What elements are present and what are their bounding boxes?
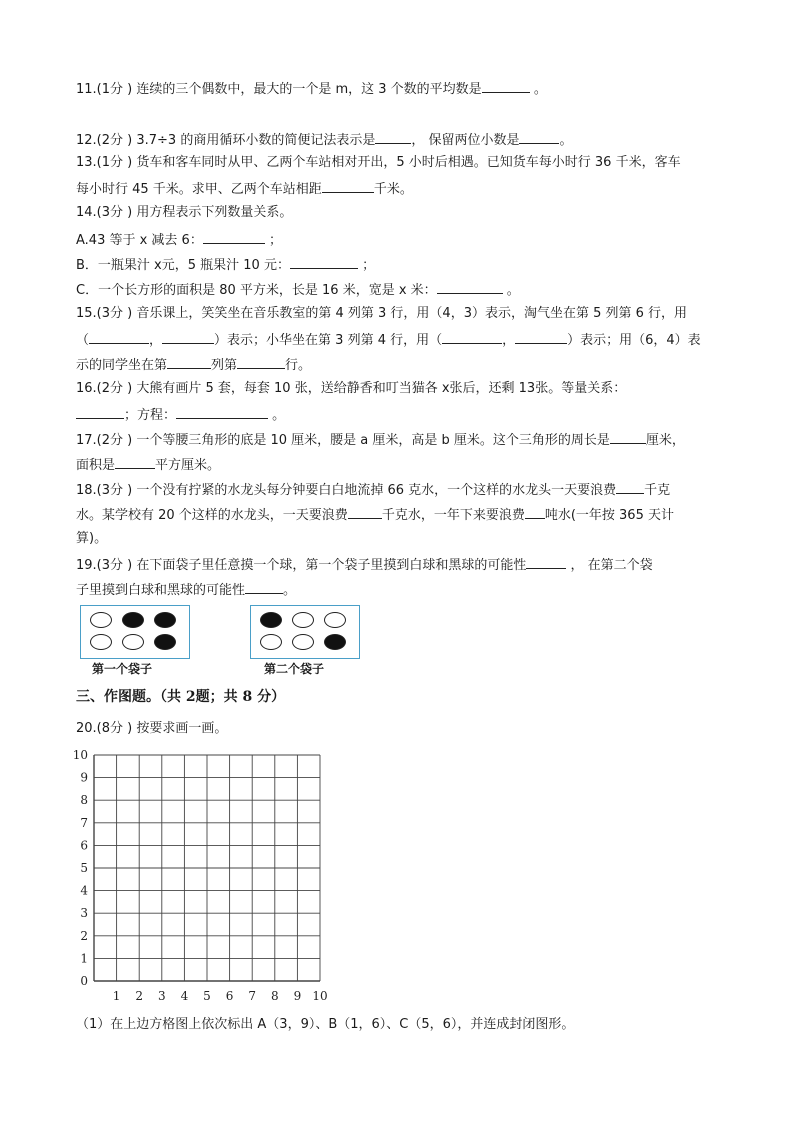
x-tick-label: 9	[293, 989, 302, 1003]
question-text: A.43 等于 x 减去 6：	[76, 233, 203, 248]
question-text: 18.(3分 ) 一个没有拧紧的水龙头每分钟要白白地流掉 66 克水，一个这样的水龙头一天要浪费	[76, 483, 617, 498]
question-text: 子里摸到白球和黑球的可能性	[76, 583, 246, 598]
question-text: 面积是	[76, 458, 116, 473]
question-text: 。	[268, 408, 286, 423]
answer-blank[interactable]	[322, 179, 374, 193]
x-tick-label: 1	[112, 989, 121, 1003]
question-text: 。	[529, 82, 547, 97]
question-text: 千克水，一年下来要浪费	[381, 508, 525, 523]
question-18-line1	[76, 480, 670, 500]
coordinate-grid[interactable]	[68, 748, 338, 1008]
y-tick-label: 5	[80, 861, 88, 875]
x-tick-label: 4	[180, 989, 189, 1003]
answer-blank[interactable]	[290, 255, 358, 269]
question-text: 千米。	[373, 182, 413, 197]
y-tick-label: 3	[80, 906, 88, 921]
x-tick-label: 7	[248, 989, 257, 1003]
white-ball	[122, 634, 144, 650]
question-text: 水。某学校有 20 个这样的水龙头，一天要浪费	[76, 508, 348, 523]
section-heading: 三、作图题。（共 2题；共 8 分）	[76, 689, 286, 705]
question-text: 。	[283, 583, 297, 598]
white-ball	[292, 612, 314, 628]
answer-blank[interactable]	[519, 130, 559, 144]
question-18-line2	[76, 505, 674, 525]
black-ball	[154, 634, 176, 650]
bag-2-label: 第二个袋子	[264, 662, 325, 676]
answer-blank[interactable]	[515, 330, 567, 344]
answer-blank[interactable]	[616, 480, 644, 494]
question-14-line1: 14.(3分 ) 用方程表示下列数量关系。	[76, 205, 293, 220]
question-19-line2	[76, 580, 296, 600]
question-text: 示的同学坐在第	[76, 358, 168, 373]
question-text: 。	[502, 283, 520, 298]
bag-2	[250, 605, 360, 659]
answer-blank[interactable]	[162, 330, 214, 344]
question-15-line1: 15.(3分 ) 音乐课上，笑笑坐在音乐教室的第 4 列第 3 行，用（4，3）表示，淘气坐在第 5 列第 6 行，用	[76, 306, 688, 321]
answer-blank[interactable]	[203, 230, 265, 244]
x-tick-label: 2	[135, 989, 144, 1003]
question-text: 。	[559, 133, 573, 148]
question-text: 列第	[211, 358, 238, 373]
answer-blank[interactable]	[115, 455, 155, 469]
y-tick-label: 10	[72, 748, 88, 762]
answer-blank[interactable]	[89, 330, 149, 344]
x-tick-label: 10	[312, 989, 328, 1003]
question-16-line1: 16.(2分 ) 大熊有画片 5 套，每套 10 张，送给静香和叮当猫各 x张后，还剩 13张。等量关系：	[76, 381, 627, 396]
question-text: 行。	[285, 358, 312, 373]
question-text: ）表示；用（6，4）表	[567, 333, 701, 348]
answer-blank[interactable]	[348, 505, 382, 519]
question-15-line3	[76, 355, 311, 375]
black-ball	[122, 612, 144, 628]
question-text: ；方程：	[124, 408, 177, 423]
answer-blank[interactable]	[245, 580, 283, 594]
white-ball	[90, 634, 112, 650]
answer-blank[interactable]	[167, 355, 211, 369]
question-text: 19.(3分 ) 在下面袋子里任意摸一个球，第一个袋子里摸到白球和黑球的可能性	[76, 558, 527, 573]
question-14-c	[76, 280, 520, 300]
question-text: 12.(2分 ) 3.7÷3 的商用循环小数的简便记法表示是	[76, 133, 376, 148]
answer-blank[interactable]	[525, 505, 545, 519]
question-12	[76, 130, 572, 150]
question-text: 每小时行 45 千米。求甲、乙两个车站相距	[76, 182, 322, 197]
answer-blank[interactable]	[526, 555, 566, 569]
question-text: 吨水(一年按 365 天计	[544, 508, 674, 523]
answer-blank[interactable]	[76, 405, 124, 419]
black-ball	[324, 634, 346, 650]
answer-blank[interactable]	[176, 405, 268, 419]
question-text: 千克	[644, 483, 671, 498]
bag-1-label: 第一个袋子	[92, 662, 153, 676]
y-tick-label: 0	[80, 974, 88, 988]
question-text: 17.(2分 ) 一个等腰三角形的底是 10 厘米，腰是 a 厘米，高是 b 厘米。这个三角形的周长是	[76, 433, 610, 448]
x-tick-label: 6	[225, 989, 234, 1003]
answer-blank[interactable]	[442, 330, 502, 344]
question-text: ；	[264, 233, 282, 248]
answer-blank[interactable]	[610, 430, 646, 444]
x-tick-label: 3	[157, 989, 166, 1003]
question-text: ， 保留两位小数是	[411, 133, 520, 148]
question-text: 平方厘米。	[155, 458, 221, 473]
answer-blank[interactable]	[482, 79, 530, 93]
x-tick-label: 5	[203, 989, 211, 1003]
answer-blank[interactable]	[437, 280, 503, 294]
question-text: ）表示；小华坐在第 3 列第 4 行，用（	[214, 333, 443, 348]
y-tick-label: 1	[80, 951, 88, 966]
question-text: ，	[149, 333, 163, 348]
answer-blank[interactable]	[237, 355, 285, 369]
question-17-line1	[76, 430, 685, 450]
question-13-line2	[76, 179, 413, 199]
question-text: ；	[357, 258, 376, 273]
x-tick-label: 8	[270, 989, 279, 1003]
y-tick-label: 9	[80, 770, 88, 785]
y-tick-label: 8	[80, 793, 88, 808]
question-text: 厘米，	[645, 433, 685, 448]
question-11	[76, 79, 547, 99]
white-ball	[90, 612, 112, 628]
y-tick-label: 6	[80, 838, 88, 853]
black-ball	[154, 612, 176, 628]
white-ball	[260, 634, 282, 650]
question-text: （	[76, 333, 90, 348]
question-15-line2	[76, 330, 701, 350]
bag-1	[80, 605, 190, 659]
question-text: ，	[502, 333, 516, 348]
question-14-b	[76, 255, 375, 275]
y-tick-label: 2	[80, 928, 88, 943]
white-ball	[292, 634, 314, 650]
black-ball	[260, 612, 282, 628]
question-text: 11.(1分 ) 连续的三个偶数中，最大的一个是 m，这 3 个数的平均数是	[76, 82, 482, 97]
question-19-line1	[76, 555, 653, 575]
question-text: ， 在第二个袋	[566, 558, 653, 573]
question-20-sub1: （1）在上边方格图上依次标出 A（3，9）、B（1，6）、C（5，6），并连成封闭图形。	[76, 1017, 575, 1032]
y-tick-label: 7	[80, 815, 88, 830]
y-tick-label: 4	[80, 883, 88, 898]
question-17-line2	[76, 455, 220, 475]
question-16-line2	[76, 405, 285, 425]
answer-blank[interactable]	[375, 130, 411, 144]
white-ball	[324, 612, 346, 628]
question-text: B．一瓶果汁 x元，5 瓶果汁 10 元：	[76, 258, 290, 273]
question-text: C．一个长方形的面积是 80 平方米，长是 16 米，宽是 x 米：	[76, 283, 437, 298]
question-18-line3: 算)。	[76, 531, 108, 546]
question-13-line1: 13.(1分 ) 货车和客车同时从甲、乙两个车站相对开出，5 小时后相遇。已知货车每小时行 36 千米，客车	[76, 155, 681, 170]
question-20-line1: 20.(8分 ) 按要求画一画。	[76, 721, 228, 736]
question-14-a	[76, 230, 282, 250]
